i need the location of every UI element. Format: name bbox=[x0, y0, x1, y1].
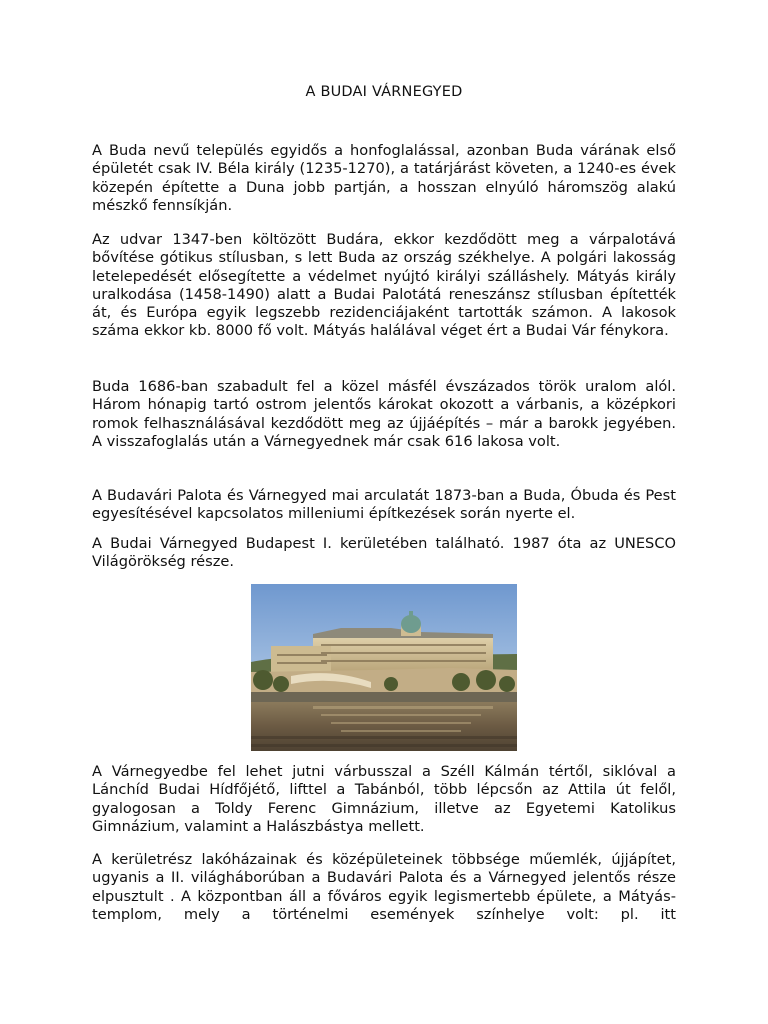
paragraph-3: Buda 1686-ban szabadult fel a közel másfél évszázados török uralom alól. Három hónapig tartó ostrom jelentős károkat okozott a várbanis, a középkori romok felhasználásával kezdődött meg az újjáépítés – már a barokk jegyében. A visszafoglalás után a Várnegyednek már csak 616 lakosa volt. bbox=[92, 378, 676, 450]
paragraph-2: Az udvar 1347-ben költözött Budára, ekkor kezdődött meg a várpalotává bővítése gótikus stílusban, s lett Buda az ország székhelye. A polgári lakosság letelepedését elősegítette a védelmet nyújtó királyi szálláshely. Mátyás király uralkodása (1458-1490) alatt a Budai Palotátá reneszánsz stílusban építették át, és Európa egyik legszebb rezidenciájaként tartották számon. A lakosok száma ekkor kb. 8000 fő volt. Mátyás halálával véget ért a Budai Vár fénykora. bbox=[92, 231, 676, 340]
paragraph-4: A Budavári Palota és Várnegyed mai arculatát 1873-ban a Buda, Óbuda és Pest egyesítésével kapcsolatos milleniumi építkezések során nyerte el. bbox=[92, 487, 676, 523]
buda-castle-photo bbox=[251, 584, 517, 751]
document-title: A BUDAI VÁRNEGYED bbox=[305, 84, 463, 100]
paragraph-6: A Várnegyedbe fel lehet jutni várbusszal a Széll Kálmán tértől, siklóval a Lánchíd Budai Hídfőjétő, lifttel a Tabánból, több lépcsőn az Attila út felől, gyalogosan a Toldy Ferenc Gimnázium, illetve az Egyetemi Katolikus Gimnázium, valamint a Halászbástya mellett. bbox=[92, 763, 676, 835]
paragraph-7: A kerületrész lakóházainak és középületeinek többsége műemlék, újjápítet, ugyanis a II. világháborúban a Budavári Palota és a Várnegyed jelentős része elpusztult . A központban áll a főváros egyik legismertebb épülete, a Mátyás-templom, mely a történelmi események színhelye volt: pl. itt bbox=[92, 851, 676, 923]
paragraph-1: A Buda nevű település egyidős a honfoglalással, azonban Buda várának első épületét csak IV. Béla király (1235-1270), a tatárjárást követen, a 1240-es évek közepén építette a Duna jobb partján, a hosszan elnyúló háromszög alakú mészkő fennsíkján. bbox=[92, 142, 676, 214]
paragraph-5: A Budai Várnegyed Budapest I. kerületében található. 1987 óta az UNESCO Világörökség része. bbox=[92, 535, 676, 571]
